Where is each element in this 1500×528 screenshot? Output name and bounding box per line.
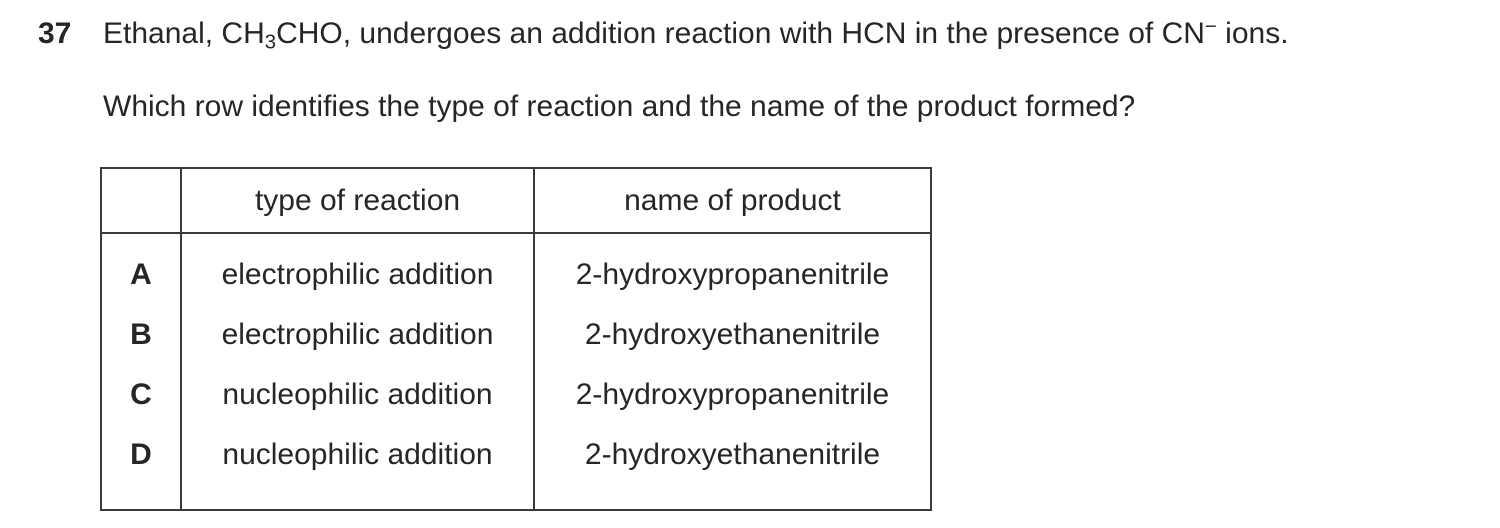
column-reaction-type xyxy=(182,234,535,509)
column-product-name xyxy=(535,234,930,509)
stem-text-part: ions. xyxy=(1216,17,1289,51)
cell-b-reaction: electrophilic addition xyxy=(221,318,494,351)
question-stem-text xyxy=(103,16,1289,54)
row-label-c: C xyxy=(130,378,152,411)
header-cell-product: name of product xyxy=(535,169,930,234)
stem-text-part: CHO, undergoes an addition reaction with HCN in the presence of CN xyxy=(276,17,1205,51)
question-number: 37 xyxy=(38,17,72,51)
answer-table xyxy=(100,167,932,511)
question-stem xyxy=(38,16,1289,55)
cell-a-product: 2-hydroxypropanenitrile xyxy=(575,258,890,291)
row-label-d: D xyxy=(130,438,152,471)
row-label-b: B xyxy=(130,318,152,351)
question-prompt: Which row identifies the type of reaction and the name of the product formed? xyxy=(103,90,1136,123)
stem-subscript: 3 xyxy=(264,31,277,54)
header-cell-blank xyxy=(102,169,182,234)
stem-text-part: Ethanal, CH xyxy=(103,17,265,51)
cell-a-reaction: electrophilic addition xyxy=(221,258,494,291)
row-label-a: A xyxy=(130,258,152,291)
header-cell-reaction: type of reaction xyxy=(182,169,535,234)
cell-d-reaction: nucleophilic addition xyxy=(222,438,493,471)
stem-superscript: − xyxy=(1204,16,1217,38)
cell-b-product: 2-hydroxyethanenitrile xyxy=(584,318,881,351)
cell-c-reaction: nucleophilic addition xyxy=(222,378,493,411)
column-option-letters xyxy=(102,234,182,509)
cell-c-product: 2-hydroxypropanenitrile xyxy=(575,378,890,411)
cell-d-product: 2-hydroxyethanenitrile xyxy=(584,438,881,471)
